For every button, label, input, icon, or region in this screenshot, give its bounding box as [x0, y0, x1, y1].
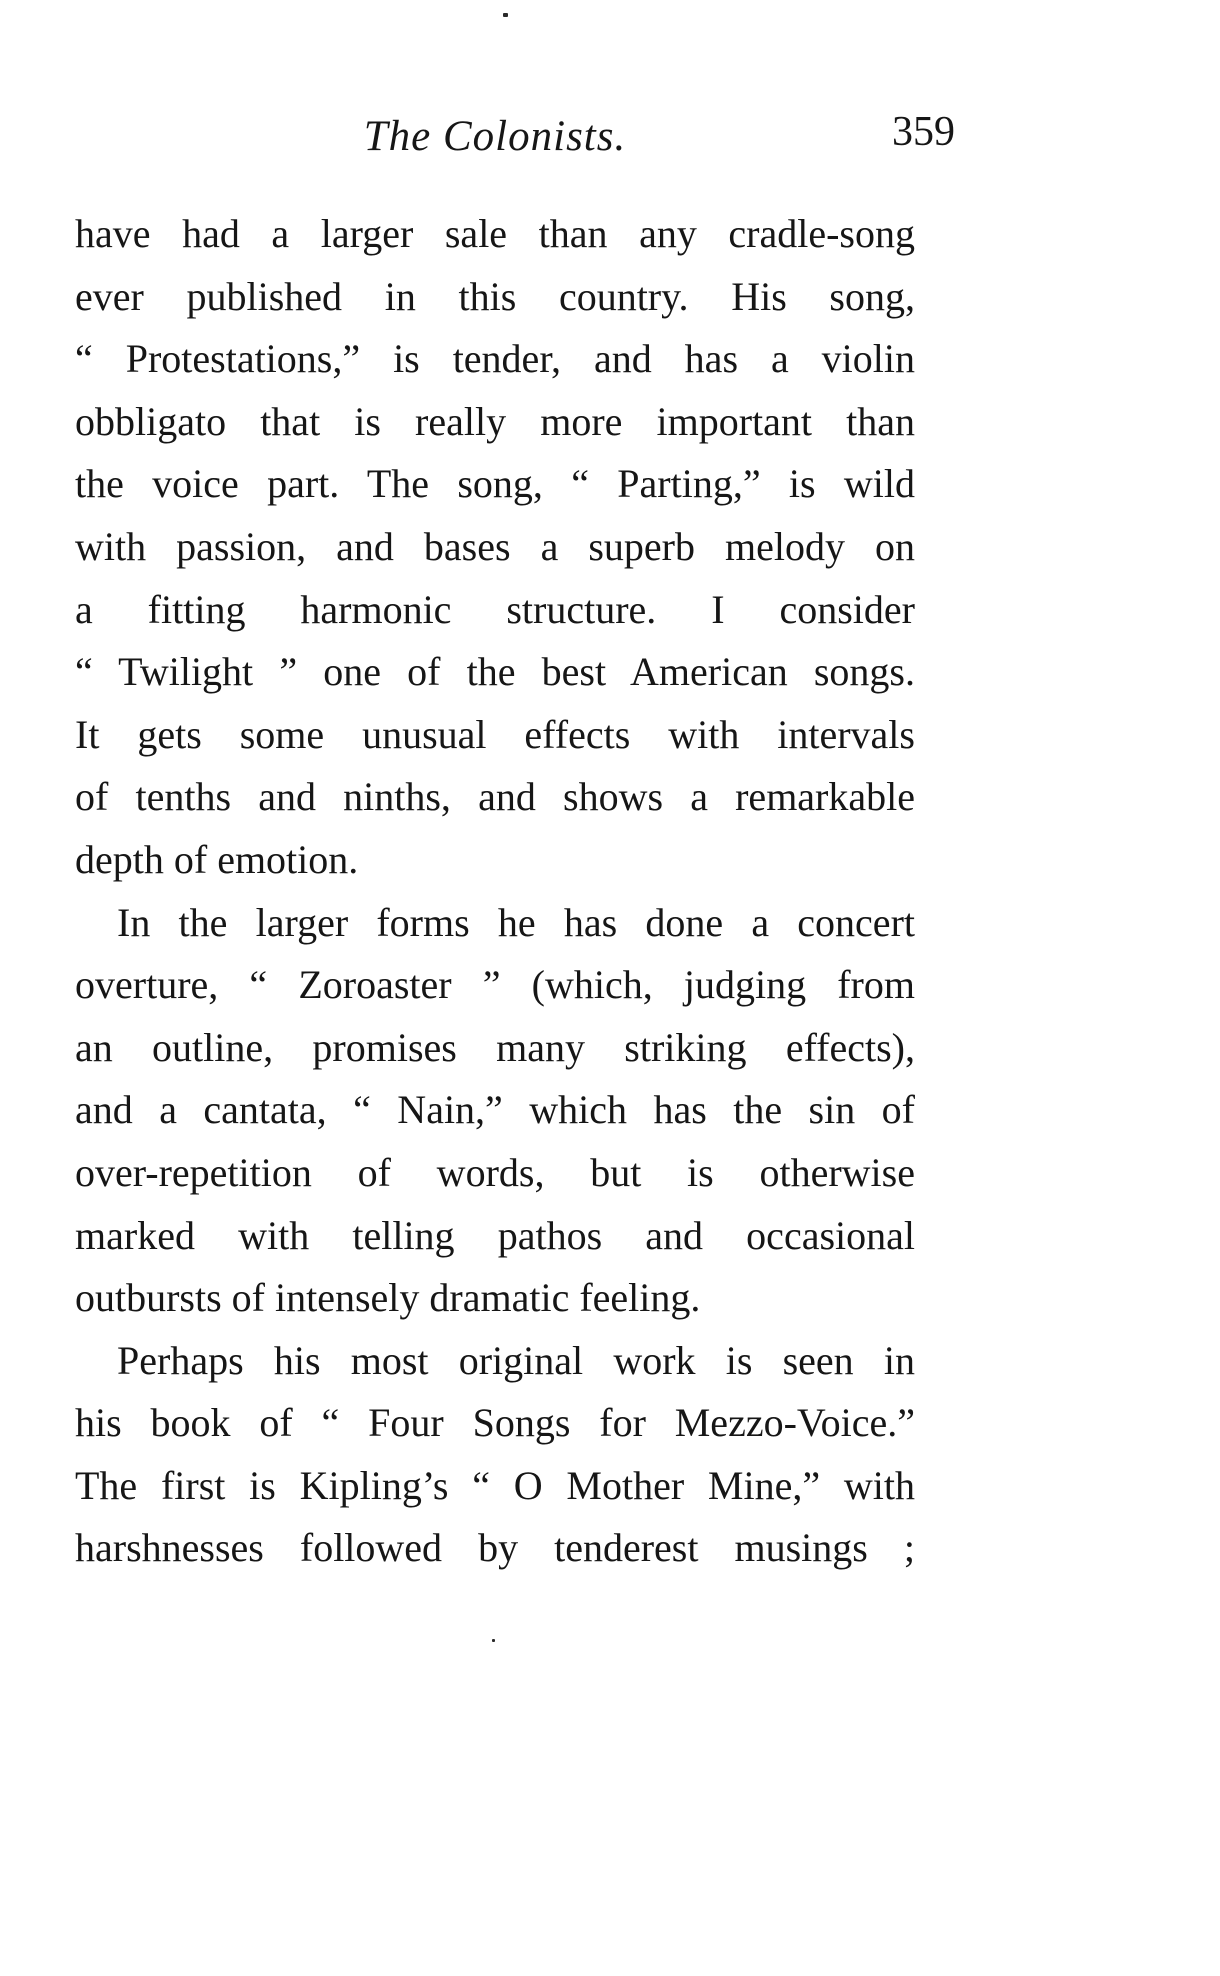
text-line: marked with telling pathos and occasional — [75, 1212, 915, 1258]
page-number: 359 — [892, 109, 955, 155]
text-line: with passion, and bases a superb melody on — [75, 523, 915, 569]
scan-speck — [492, 1639, 495, 1642]
running-head-title: The Colonists. — [363, 113, 627, 160]
text-line: harshnesses followed by tenderest musings ; — [75, 1525, 915, 1571]
text-line: his book of “ Four Songs for Mezzo-Voice.” — [75, 1400, 915, 1446]
text-line: of tenths and ninths, and shows a remarkable — [75, 774, 915, 820]
text-line: depth of emotion. — [75, 836, 359, 882]
text-line: Perhaps his most original work is seen in — [117, 1337, 915, 1383]
text-line: a fitting harmonic structure. I consider — [75, 586, 915, 632]
page-body — [75, 203, 915, 1580]
text-line: It gets some unusual effects with intervals — [75, 711, 915, 757]
text-line: and a cantata, “ Nain,” which has the sin of — [75, 1087, 915, 1133]
text-line: an outline, promises many striking effects), — [75, 1024, 915, 1070]
text-line: obbligato that is really more important than — [75, 398, 915, 444]
text-line: ever published in this country. His song, — [75, 273, 915, 319]
scan-speck — [503, 13, 508, 17]
text-line: outbursts of intensely dramatic feeling. — [75, 1275, 701, 1321]
text-line: over-repetition of words, but is otherwise — [75, 1149, 915, 1195]
text-line: In the larger forms he has done a concert — [117, 899, 915, 945]
text-line: “ Twilight ” one of the best American songs. — [75, 649, 915, 695]
text-line: The first is Kipling’s “ O Mother Mine,” with — [75, 1462, 915, 1508]
text-line: overture, “ Zoroaster ” (which, judging from — [75, 962, 915, 1008]
text-line: the voice part. The song, “ Parting,” is wild — [75, 461, 915, 507]
text-line: have had a larger sale than any cradle-song — [75, 211, 915, 256]
text-line: “ Protestations,” is tender, and has a violin — [75, 336, 915, 382]
